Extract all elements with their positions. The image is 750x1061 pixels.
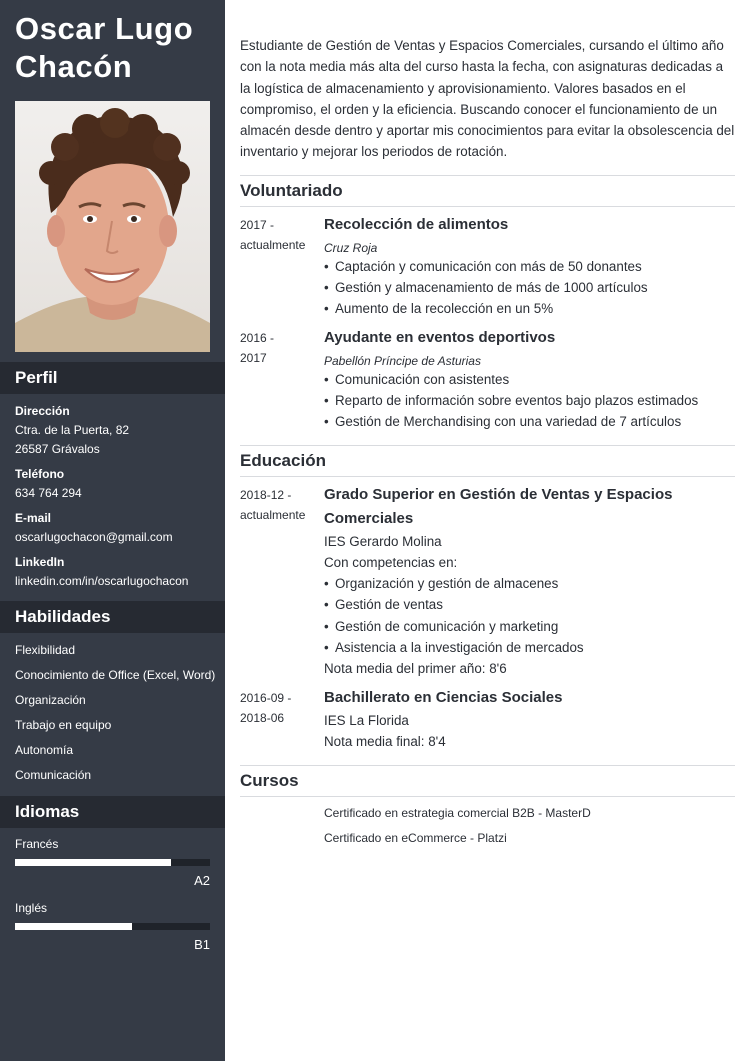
list-item: • Comunicación con asistentes	[324, 372, 510, 387]
language-level: B1	[194, 937, 210, 952]
entry-date	[240, 689, 320, 728]
address-label: Dirección	[15, 404, 70, 418]
list-item: • Asistencia a la investigación de mercados	[324, 640, 584, 655]
email-label: E-mail	[15, 511, 52, 525]
skill-item: Autonomía	[15, 743, 74, 757]
address-line-2: 26587 Grávalos	[15, 442, 100, 456]
list-item: • Organización y gestión de almacenes	[324, 576, 559, 591]
entry-intro: Con competencias en:	[324, 555, 458, 570]
list-item: • Gestión de ventas	[324, 597, 443, 612]
list-item: • Gestión de Merchandising con una variedad de 7 artículos	[324, 414, 682, 429]
entry-title: Grado Superior en Gestión de Ventas y Espacios Comerciales	[324, 486, 673, 527]
phone-value: 634 764 294	[15, 486, 82, 500]
date-end: 2017	[240, 350, 267, 365]
linkedin-label: LinkedIn	[15, 555, 65, 569]
entry-date	[240, 329, 320, 368]
entry-school: IES Gerardo Molina	[324, 534, 442, 549]
entry-date	[240, 486, 320, 525]
entry-note: Nota media del primer año: 8'6	[324, 661, 507, 676]
address-line-1: Ctra. de la Puerta, 82	[15, 423, 130, 437]
courses-heading: Cursos	[240, 765, 735, 797]
skill-item: Trabajo en equipo	[15, 718, 112, 732]
languages-heading: Idiomas	[0, 796, 225, 828]
entry-title: Ayudante en eventos deportivos	[324, 329, 556, 346]
entry-organization: Cruz Roja	[324, 241, 378, 255]
main-content	[225, 0, 750, 1061]
language-name: Inglés	[15, 901, 48, 915]
skill-item: Flexibilidad	[15, 643, 76, 657]
volunteering-heading: Voluntariado	[240, 175, 735, 207]
date-start: 2017 -	[240, 218, 275, 232]
language-level-fill	[15, 859, 171, 866]
course-item: Certificado en eCommerce - Platzi	[324, 831, 507, 845]
candidate-name: Oscar Lugo Chacón	[15, 11, 194, 84]
summary: Estudiante de Gestión de Ventas y Espacios Comerciales, cursando el último año con la nota media más alta del curso hasta la fecha, con asignaturas dedicadas a la logística de almacenamiento y aprovisionamiento. Valores basados en el compromiso, el orden y la eficiencia. Buscando conocer el funcionamiento de un almacén desde dentro y aportar mis conocimientos para evitar la obsolescencia del inventario y mejorar los periodos de rotación.	[240, 38, 735, 160]
language-name: Francés	[15, 837, 59, 851]
language-level-bar	[15, 859, 210, 866]
date-end: actualmente	[240, 237, 306, 252]
skill-item: Organización	[15, 693, 86, 707]
date-end: actualmente	[240, 507, 306, 522]
linkedin-value: linkedin.com/in/oscarlugochacon	[15, 574, 189, 588]
sidebar	[0, 0, 225, 1061]
list-item: • Captación y comunicación con más de 50 donantes	[324, 259, 642, 274]
language-level-bar	[15, 923, 210, 930]
language-level: A2	[194, 873, 210, 888]
course-item: Certificado en estrategia comercial B2B - MasterD	[324, 806, 591, 820]
email-value: oscarlugochacon@gmail.com	[15, 530, 173, 544]
skill-item: Comunicación	[15, 768, 92, 782]
entry-date	[240, 216, 320, 255]
date-start: 2018-12 -	[240, 488, 292, 502]
list-item: • Aumento de la recolección en un 5%	[324, 301, 554, 316]
list-item: • Reparto de información sobre eventos bajo plazos estimados	[324, 393, 699, 408]
education-heading: Educación	[240, 445, 735, 477]
list-item: • Gestión de comunicación y marketing	[324, 619, 559, 634]
entry-school: IES La Florida	[324, 713, 409, 728]
entry-title: Recolección de alimentos	[324, 216, 509, 233]
profile-heading: Perfil	[0, 362, 225, 394]
skill-item: Conocimiento de Office (Excel, Word)	[15, 668, 216, 682]
skills-heading: Habilidades	[0, 601, 225, 633]
date-start: 2016 -	[240, 331, 275, 345]
profile-photo	[15, 101, 210, 352]
list-item: • Gestión y almacenamiento de más de 1000 artículos	[324, 280, 648, 295]
language-level-fill	[15, 923, 132, 930]
date-start: 2016-09 -	[240, 691, 292, 705]
entry-note: Nota media final: 8'4	[324, 734, 446, 749]
entry-organization: Pabellón Príncipe de Asturias	[324, 354, 481, 368]
entry-title: Bachillerato en Ciencias Sociales	[324, 689, 563, 706]
date-end: 2018-06	[240, 710, 285, 725]
phone-label: Teléfono	[15, 467, 65, 481]
